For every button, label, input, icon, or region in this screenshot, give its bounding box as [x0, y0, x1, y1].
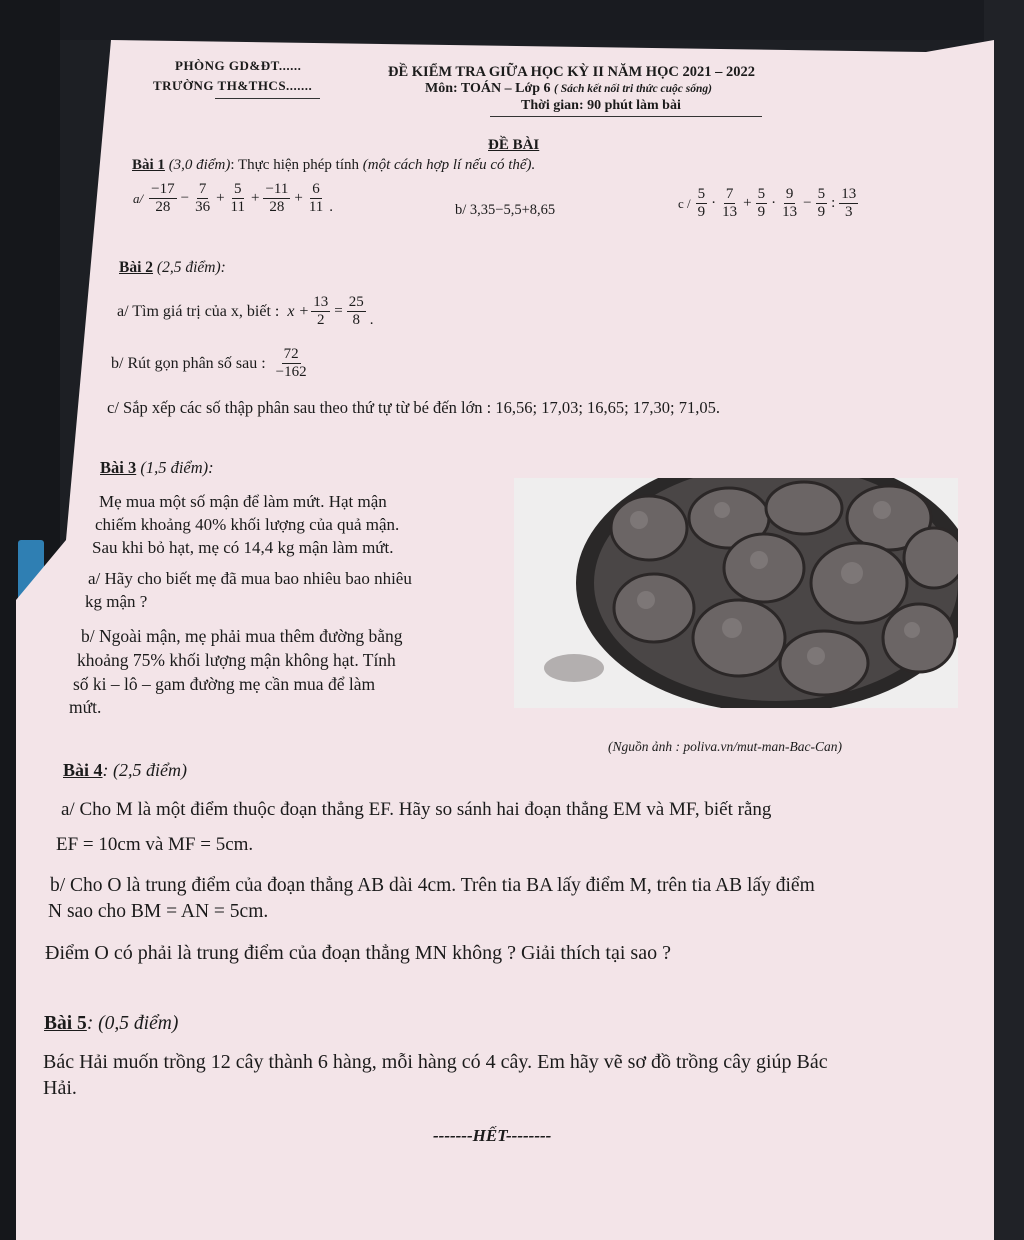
bai1-c-label: c /	[678, 195, 691, 211]
dried-plum-illustration	[514, 478, 958, 708]
bai1-points: (3,0 điểm)	[168, 157, 231, 173]
bai2-label: Bài 2	[119, 259, 154, 276]
bai5-line-1: Bác Hải muốn trồng 12 cây thành 6 hàng, mỗi hàng có 4 cây. Em hãy vẽ sơ đồ trồng cây giúp Bác	[43, 1051, 828, 1073]
fraction: $\frac{6}{11}$	[308, 181, 324, 215]
bai2-b-line	[111, 346, 311, 381]
bai2-heading	[119, 259, 226, 277]
fraction: $\frac{-11}{28}$	[265, 181, 289, 215]
fraction: $\frac{13}{2}$	[313, 294, 329, 328]
photo-source: (Nguồn ảnh : poliva.vn/mut-man-Bac-Can)	[608, 739, 842, 754]
header-underline	[490, 116, 762, 117]
bai5-points: : (0,5 điểm)	[86, 1013, 179, 1034]
bai1-b-expression: b/ 3,35−5,5+8,65	[455, 202, 556, 218]
bai3-b-line-4: mứt.	[69, 697, 102, 717]
bai3-a-line-1: a/ Hãy cho biết mẹ đã mua bao nhiêu bao nhiêu	[88, 569, 412, 588]
bai1-label: Bài 1	[132, 157, 165, 173]
bai2-b-text: b/ Rút gọn phân số sau :	[111, 354, 266, 372]
fraction: $\frac{9}{13}$	[782, 186, 798, 220]
bai1-heading	[132, 157, 535, 174]
bai1-hint: (một cách hợp lí nếu có thể).	[362, 157, 536, 173]
fraction: $\frac{72}{-162}$	[275, 346, 307, 380]
bai4-points: : (2,5 điểm)	[102, 760, 187, 780]
bai1-prompt: : Thực hiện phép tính	[230, 157, 360, 173]
bai2-points: (2,5 điểm):	[156, 259, 226, 276]
bai5-heading	[44, 1013, 178, 1035]
bai4-a-line-1: a/ Cho M là một điểm thuộc đoạn thẳng EF. Hãy so sánh hai đoạn thẳng EM và MF, biết rằng	[61, 799, 772, 820]
bai3-b-line-3: số ki – lô – gam đường mẹ cần mua để làm	[73, 674, 376, 694]
bai3-heading	[100, 458, 214, 478]
bai1-a-label: a/	[133, 190, 144, 206]
bai4-heading	[63, 760, 187, 781]
time-label: Thời gian: 90 phút làm bài	[521, 98, 681, 113]
fraction: $\frac{7}{13}$	[722, 186, 738, 220]
school-underline	[215, 98, 320, 99]
dept-label: PHÒNG GD&ĐT......	[175, 58, 302, 73]
bai3-points: (1,5 điểm):	[140, 458, 214, 477]
end-marker: -------HẾT--------	[433, 1126, 552, 1145]
bai4-label: Bài 4	[63, 760, 103, 780]
fraction: $\frac{5}{9}$	[817, 186, 826, 220]
subject-label: Môn: TOÁN – Lớp 6	[425, 81, 551, 96]
bai4-a-line-2: EF = 10cm và MF = 5cm.	[56, 834, 254, 855]
dried-plum-photo	[514, 478, 958, 708]
subject-line	[425, 81, 712, 97]
fraction: $\frac{7}{36}$	[195, 181, 211, 215]
fraction: $\frac{5}{9}$	[757, 186, 766, 220]
bai3-a-line-2: kg mận ?	[85, 592, 148, 611]
fraction: $\frac{-17}{28}$	[151, 181, 175, 215]
bai4-b-line-3: Điểm O có phải là trung điểm của đoạn thẳng MN không ? Giải thích tại sao ?	[45, 942, 671, 964]
bai1-c-expression: c / $\frac{5}{9}$ · $\frac{7}{13}$ + $\frac{5}{9}$ · $\frac{9}{13}$ − $\frac{5}{9}$ : $\frac{13}{3}$	[678, 186, 857, 220]
bai3-b-line-1: b/ Ngoài mận, mẹ phải mua thêm đường bằng	[81, 626, 403, 646]
bai2-a-x: x +	[287, 302, 310, 320]
bai3-label: Bài 3	[100, 458, 137, 477]
background-top	[0, 0, 1024, 40]
fraction: $\frac{5}{9}$	[697, 186, 706, 220]
bai3-line-1: Mẹ mua một số mận để làm mứt. Hạt mận	[99, 492, 387, 511]
bai3-b-line-2: khoảng 75% khối lượng mận không hạt. Tính	[77, 650, 396, 670]
fraction: $\frac{13}{3}$	[841, 186, 857, 220]
fraction: $\frac{25}{8}$	[348, 294, 364, 328]
bai2-a-line: a/ Tìm giá trị của x, biết : x + $\frac{13}{2}$ = $\frac{25}{8}$ .	[117, 294, 374, 328]
textbook-label: ( Sách kết nối tri thức cuộc sống)	[553, 83, 712, 95]
exam-title: ĐỀ KIỂM TRA GIỮA HỌC KỲ II NĂM HỌC 2021 – 2022	[388, 64, 755, 80]
bai2-c-text: c/ Sắp xếp các số thập phân sau theo thứ tự từ bé đến lớn : 16,56; 17,03; 16,65; 17,30; 71,05.	[107, 398, 720, 417]
de-bai-heading: ĐỀ BÀI	[488, 137, 540, 153]
bai1-a-expression: a/ $\frac{-17}{28}$ − $\frac{7}{36}$ + $\frac{5}{11}$ + $\frac{-11}{28}$ + $\frac{6}{11}$ .	[133, 181, 334, 215]
fraction: $\frac{5}{11}$	[230, 181, 245, 215]
bai5-line-2: Hải.	[43, 1077, 77, 1099]
bai2-a-text: a/ Tìm giá trị của x, biết :	[117, 302, 280, 320]
school-label: TRƯỜNG TH&THCS.......	[153, 78, 313, 93]
bai5-label: Bài 5	[44, 1013, 87, 1034]
bai3-line-3: Sau khi bỏ hạt, mẹ có 14,4 kg mận làm mứt.	[92, 538, 394, 557]
bai4-b-line-2: N sao cho BM = AN = 5cm.	[48, 901, 269, 922]
bai4-b-line-1: b/ Cho O là trung điểm của đoạn thẳng AB dài 4cm. Trên tia BA lấy điểm M, trên tia AB lấy điểm	[50, 875, 815, 896]
bai3-line-2: chiếm khoảng 40% khối lượng của quả mận.	[95, 515, 400, 534]
